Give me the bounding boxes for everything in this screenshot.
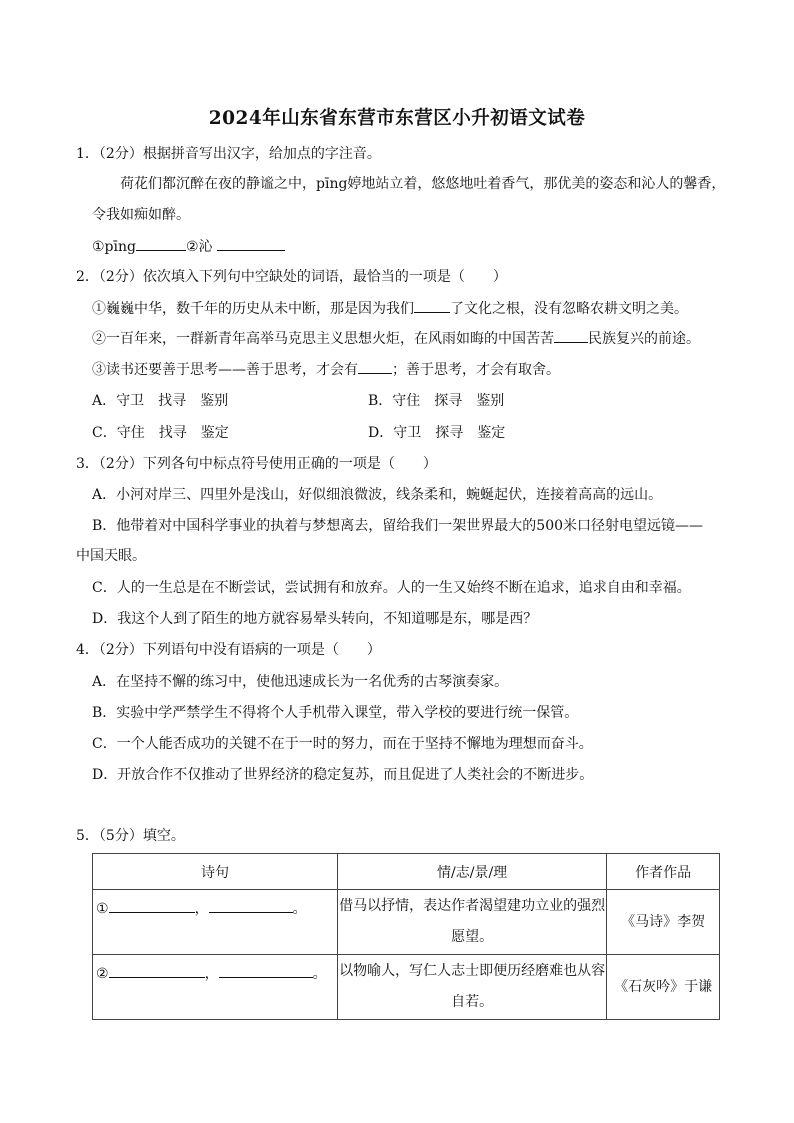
row1-author-work: 《马诗》李贺	[607, 890, 720, 955]
table-header-meaning: 情/志/景/理	[337, 854, 606, 890]
question-2-sentence2	[92, 328, 700, 349]
question-2-blank3[interactable]	[358, 359, 392, 374]
row2-author-work: 《石灰吟》于谦	[607, 955, 720, 1020]
question-2-option-b[interactable]: B．守住 探寻 鉴别	[368, 393, 505, 409]
question-3-option-d[interactable]: D．我这个人到了陌生的地方就容易晕头转向，不知道哪是东，哪是西？	[92, 611, 538, 627]
row1-blank1[interactable]	[109, 898, 195, 913]
question-3-option-b[interactable]: B．他带着对中国科学事业的执着与梦想离去，留给我们一架世界最大的500米口径射电望远镜——	[92, 518, 704, 534]
question-2-option-d[interactable]: D．守卫 探寻 鉴定	[368, 425, 506, 441]
question-2-sentence1-part2: 了文化之根，没有忽略农耕文明之美。	[450, 301, 688, 317]
question-2-blank2[interactable]	[554, 328, 588, 343]
page-title: 2024年山东省东营市东营区小升初语文试卷	[208, 108, 586, 129]
question-2-sentence3-part2: ；善于思考，才会有取舍。	[392, 362, 560, 378]
row2-blank2[interactable]	[219, 963, 313, 978]
question-5-stem: 5．（5分）填空。	[76, 828, 185, 844]
table-cell-poem	[93, 955, 338, 1020]
row1-separator: ，	[194, 901, 209, 917]
question-2-sentence3	[92, 359, 560, 380]
row1-end-mark: 。	[292, 901, 307, 917]
question-3-option-b-continued: 中国天眼。	[76, 548, 146, 564]
question-2-sentence2-part1: ②一百年来，一群新青年高举马克思主义思想火炬，在风雨如晦的中国苦苦	[92, 331, 554, 347]
question-4-option-c[interactable]: C．一个人能否成功的关键不在于一时的努力，而在于坚持不懈地为理想而奋斗。	[92, 736, 593, 752]
question-1-item2-blank[interactable]	[217, 236, 285, 251]
question-2-sentence2-part2: 民族复兴的前途。	[588, 331, 700, 347]
question-1-item2-label: ②沁	[185, 239, 213, 255]
table-cell-poem	[93, 890, 338, 955]
question-2-option-a[interactable]: A．守卫 找寻 鉴别	[92, 393, 229, 409]
question-1-stem: 1．（2分）根据拼音写出汉字，给加点的字注音。	[76, 146, 381, 162]
question-1-item1-label: ①pīng	[92, 239, 136, 255]
question-3-option-c[interactable]: C．人的一生总是在不断尝试，尝试拥有和放弃。人的一生又始终不断在追求，追求自由和幸福。	[92, 580, 691, 596]
question-1-answers	[92, 236, 285, 257]
question-2-option-c[interactable]: C．守住 找寻 鉴定	[92, 425, 229, 441]
question-1-passage-line2: 令我如痴如醉。	[92, 207, 190, 223]
question-2-blank1[interactable]	[414, 298, 450, 313]
question-4-option-b[interactable]: B．实验中学严禁学生不得将个人手机带入课堂，带入学校的要进行统一保管。	[92, 705, 579, 721]
question-2-stem: 2．（2分）依次填入下列句中空缺处的词语，最恰当的一项是（ ）	[76, 269, 507, 285]
table-row	[93, 955, 720, 1020]
table-header-poem: 诗句	[93, 854, 338, 890]
question-1-passage-line1: 荷花们都沉醉在夜的静谧之中，pīng婷地站立着，悠悠地吐着香气，那优美的姿态和沁人的馨香，	[120, 176, 726, 192]
question-3-option-a[interactable]: A．小河对岸三、四里外是浅山，好似细浪微波，线条柔和，蜿蜒起伏，连接着高高的远山。	[92, 487, 663, 503]
question-4-option-d[interactable]: D．开放合作不仅推动了世界经济的稳定复苏，而且促进了人类社会的不断进步。	[92, 767, 594, 783]
row2-separator: ，	[204, 966, 219, 982]
row2-number: ②	[96, 966, 109, 982]
row1-blank2[interactable]	[209, 898, 293, 913]
table-row	[93, 890, 720, 955]
table-header-author-work: 作者作品	[607, 854, 720, 890]
table-header-row	[93, 854, 720, 890]
row2-end-mark: 。	[312, 966, 327, 982]
row2-blank1[interactable]	[109, 963, 205, 978]
question-2-sentence1-part1: ①巍巍中华，数千年的历史从未中断，那是因为我们	[92, 301, 414, 317]
row1-number: ①	[96, 901, 109, 917]
question-4-option-a[interactable]: A．在坚持不懈的练习中，使他迅速成长为一名优秀的古琴演奏家。	[92, 674, 509, 690]
row1-meaning: 借马以抒情，表达作者渴望建功立业的强烈愿望。	[337, 890, 606, 955]
question-4-stem: 4．（2分）下列语句中没有语病的一项是（ ）	[76, 642, 381, 658]
fill-in-table	[92, 853, 720, 1020]
question-2-sentence1	[92, 298, 688, 319]
question-1-item1-blank[interactable]	[136, 236, 186, 251]
row2-meaning: 以物喻人，写仁人志士即便历经磨难也从容自若。	[337, 955, 606, 1020]
question-2-sentence3-part1: ③读书还要善于思考——善于思考，才会有	[92, 362, 358, 378]
question-3-stem: 3．（2分）下列各句中标点符号使用正确的一项是（ ）	[76, 456, 437, 472]
